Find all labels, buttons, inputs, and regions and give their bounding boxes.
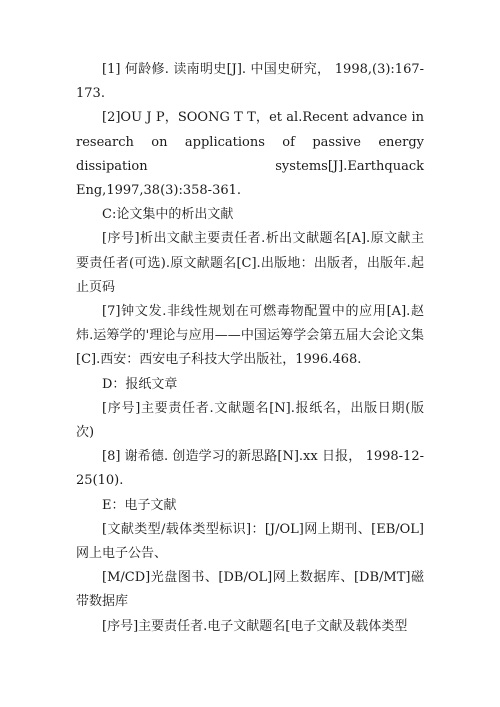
reference-2: [2]OU J P，SOONG T T，et al.Recent advance in research on applications of passive energy dissipation systems[J].Earthquack Eng,1997,38(3):358-361. <box>76 110 424 199</box>
format-rule-c: [序号]析出文献主要责任者.析出文献题名[A].原文献主要责任者(可选).原文献题名[C].出版地：出版者，出版年.起止页码 <box>76 231 424 295</box>
document-body <box>76 58 424 639</box>
format-rule-e: [序号]主要责任者.电子文献题名[电子文献及载体类型 <box>102 618 408 634</box>
format-rule-d: [序号]主要责任者.文献题名[N].报纸名，出版日期(版次) <box>76 400 424 441</box>
section-heading-e: E：电子文献 <box>102 497 177 513</box>
format-rule-e-types-1: [文献类型/载体类型标识]：[J/OL]网上期刊、[EB/OL]网上电子公告、 <box>76 521 424 562</box>
format-rule-e-types-2: [M/CD]光盘图书、[DB/OL]网上数据库、[DB/MT]磁带数据库 <box>76 570 424 610</box>
section-heading-c: C:论文集中的析出文献 <box>102 207 234 223</box>
section-heading-d: D：报纸文章 <box>102 376 178 392</box>
reference-8: [8] 谢希德. 创造学习的新思路[N].xx 日报， 1998-12-25(10). <box>76 449 424 489</box>
reference-7: [7]钟文发.非线性规划在可燃毒物配置中的应用[A].赵炜.运筹学的'理论与应用——中国运筹学会第五届大会论文集[C].西安：西安电子科技大学出版社，1996.468. <box>76 304 424 368</box>
reference-1: [1] 何龄修. 读南明史[J]. 中国史研究， 1998,(3):167-173. <box>76 62 424 102</box>
